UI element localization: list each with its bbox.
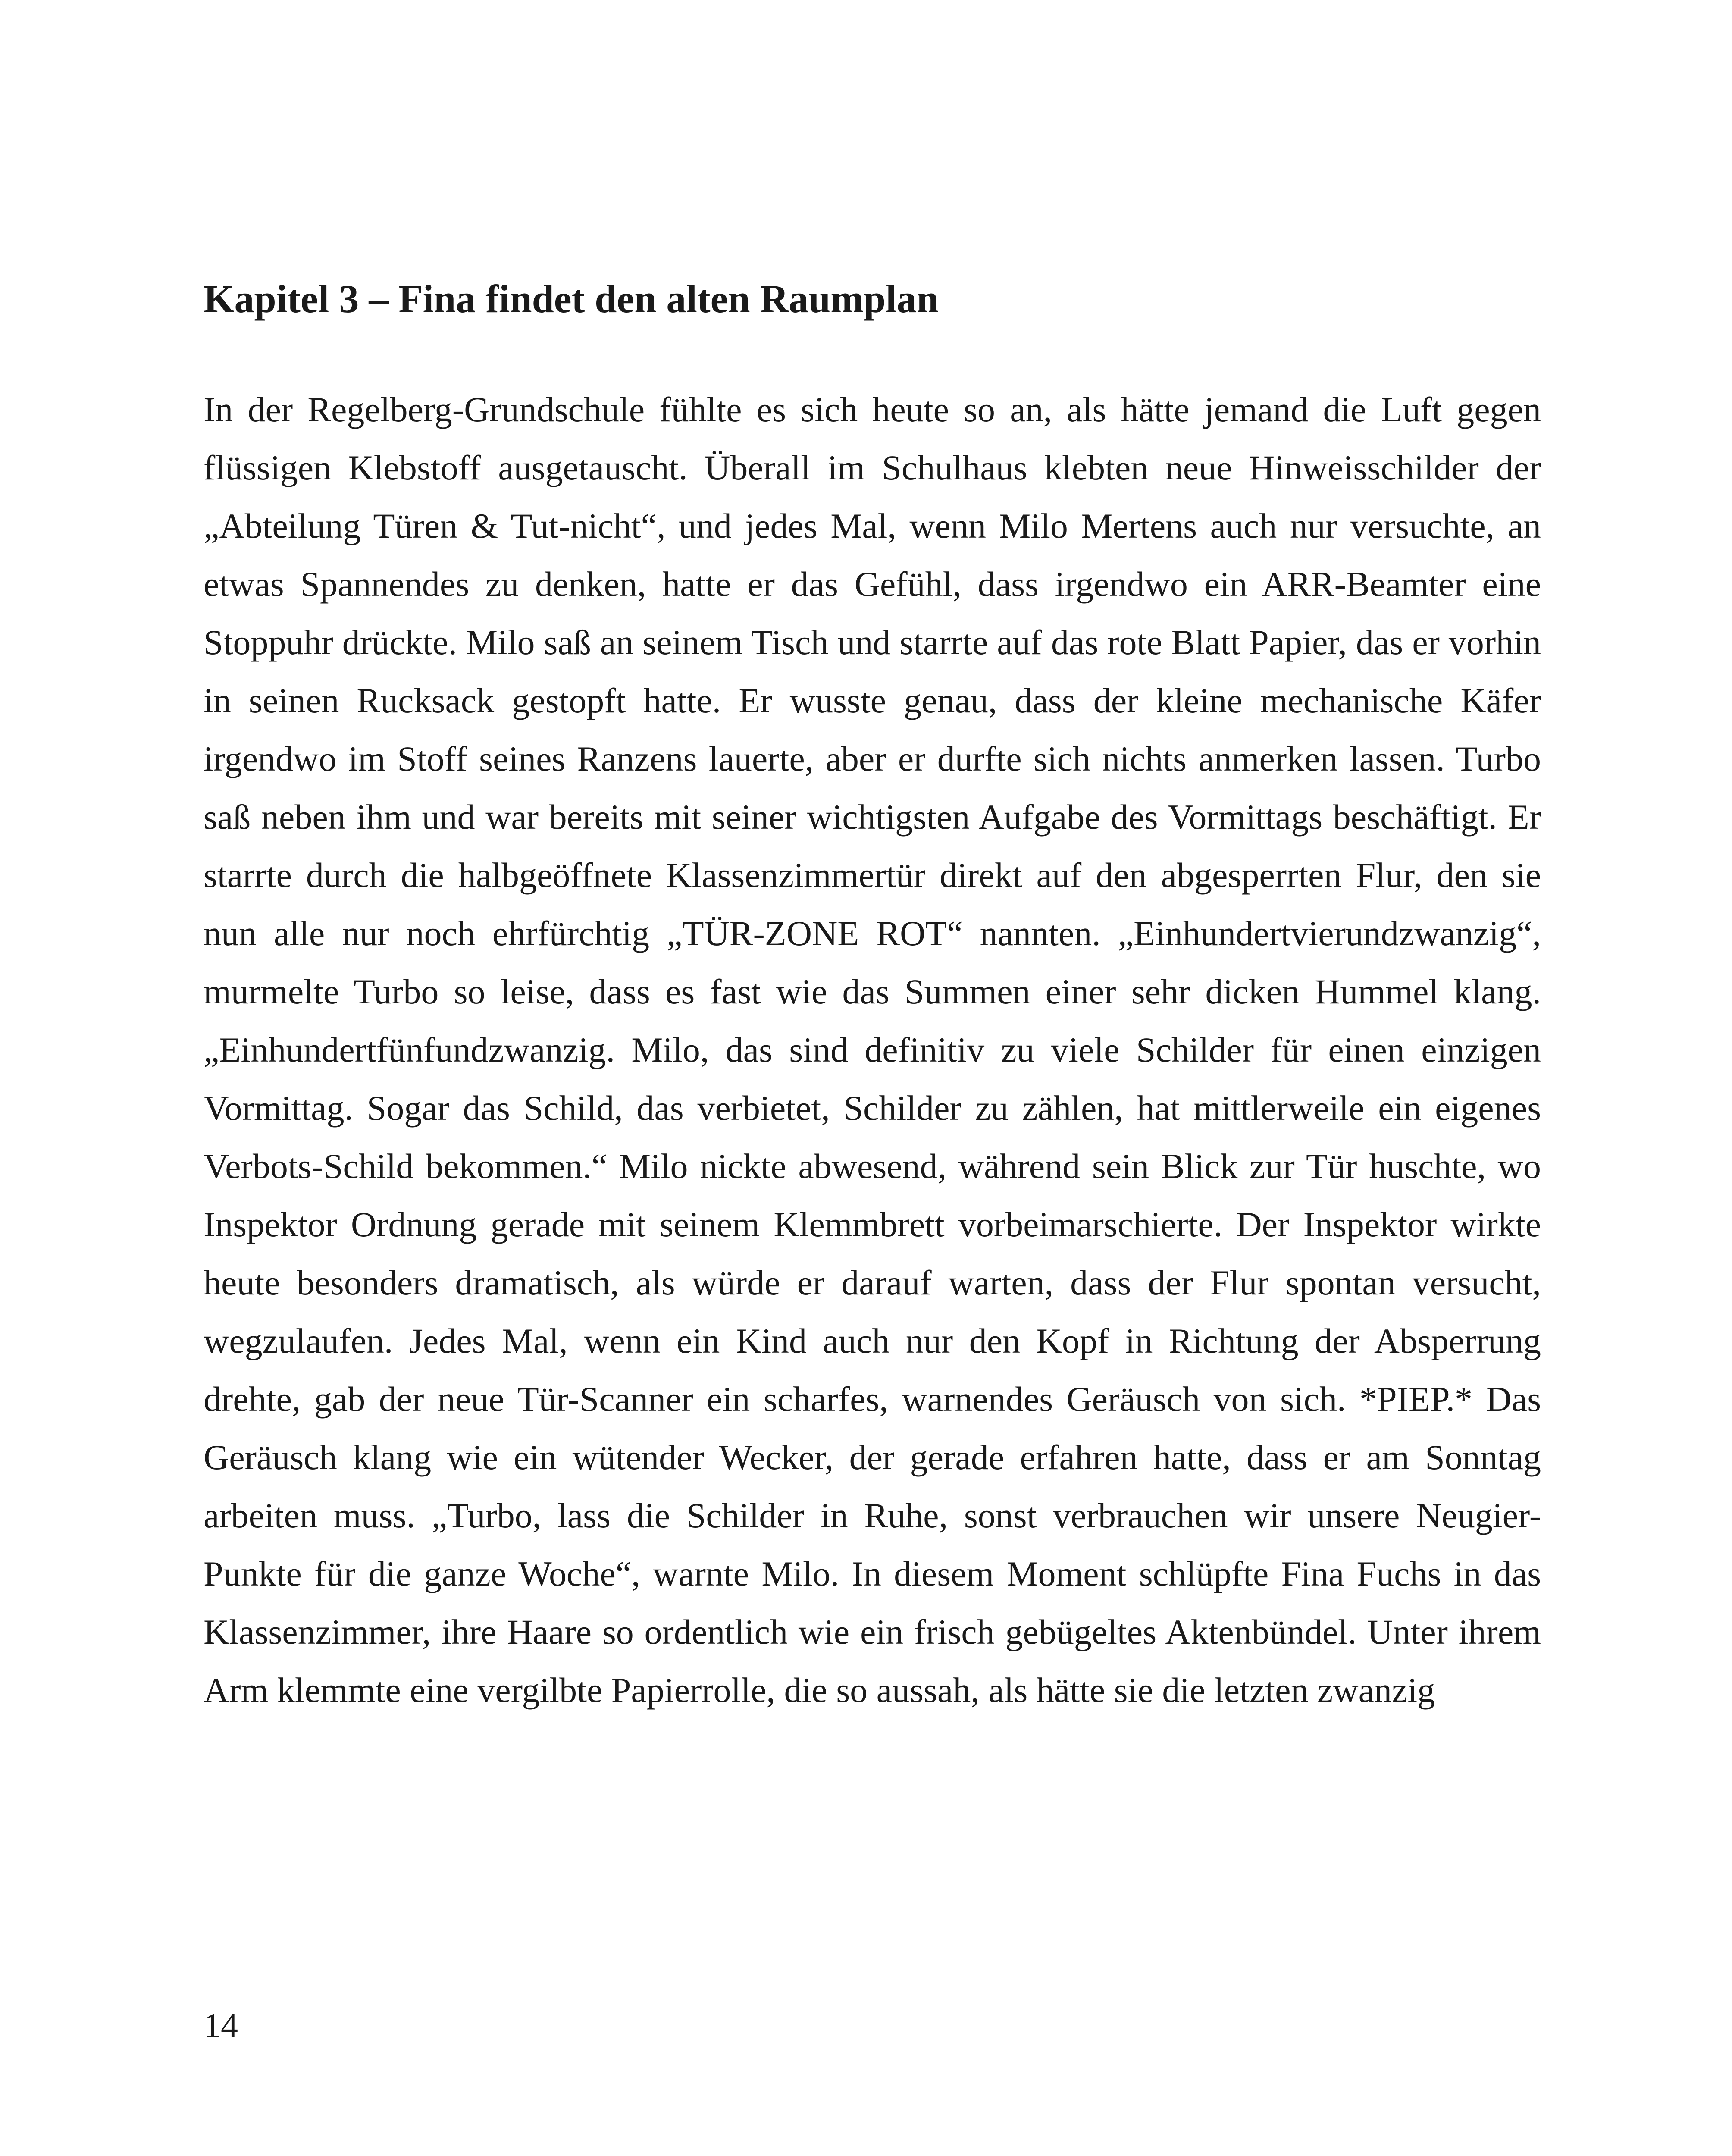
chapter-title: Kapitel 3 – Fina findet den alten Raumplan (204, 277, 939, 321)
body-paragraph: In der Regelberg-Grundschule fühlte es sich heute so an, als hätte jemand die Luft gegen flüssigen Klebstoff ausgetauscht. Überall im Schulhaus klebten neue Hinweisschilder der „Abteilung Türen & Tut-nicht“, und jedes Mal, wenn Milo Mertens auch nur versuchte, an etwas Spannendes zu denken, hatte er das Gefühl, dass irgendwo ein ARR-Beamter eine Stoppuhr drückte. Milo saß an seinem Tisch und starrte auf das rote Blatt Papier, das er vorhin in seinen Rucksack gestopft hatte. Er wusste genau, dass der kleine mechanische Käfer irgendwo im Stoff seines Ranzens lauerte, aber er durfte sich nichts anmerken lassen. Turbo saß neben ihm und war bereits mit seiner wichtigsten Aufgabe des Vormittags beschäftigt. Er starrte durch die halbgeöffnete Klassenzimmertür direkt auf den abgesperrten Flur, den sie nun alle nur noch ehrfürchtig „TÜR-ZONE ROT“ nannten. „Einhundertvierundzwanzig“, murmelte Turbo so leise, dass es fast wie das Summen einer sehr dicken Hummel klang. „Einhundertfünfundzwanzig. Milo, das sind definitiv zu viele Schilder für einen einzigen Vormittag. Sogar das Schild, das verbietet, Schilder zu zählen, hat mittlerweile ein eigenes Verbots-Schild bekommen.“ Milo nickte abwesend, während sein Blick zur Tür huschte, wo Inspektor Ordnung gerade mit seinem Klemmbrett vorbeimarschierte. Der Inspektor wirkte heute besonders dramatisch, als würde er darauf warten, dass der Flur spontan versucht, wegzulaufen. Jedes Mal, wenn ein Kind auch nur den Kopf in Richtung der Absperrung drehte, gab der neue Tür-Scanner ein scharfes, warnendes Geräusch von sich. *PIEP.* Das Geräusch klang wie ein wütender Wecker, der gerade erfahren hatte, dass er am Sonntag arbeiten muss. „Turbo, lass die Schilder in Ruhe, sonst verbrauchen wir unsere Neugier-Punkte für die ganze Woche“, warnte Milo. In diesem Moment schlüpfte Fina Fuchs in das Klassenzimmer, ihre Haare so ordentlich wie ein frisch gebügeltes Aktenbündel. Unter ihrem Arm klemmte eine vergilbte Papierrolle, die so aussah, als hätte sie die letzten zwanzig (204, 390, 1541, 1710)
page-number: 14 (204, 2007, 238, 2045)
